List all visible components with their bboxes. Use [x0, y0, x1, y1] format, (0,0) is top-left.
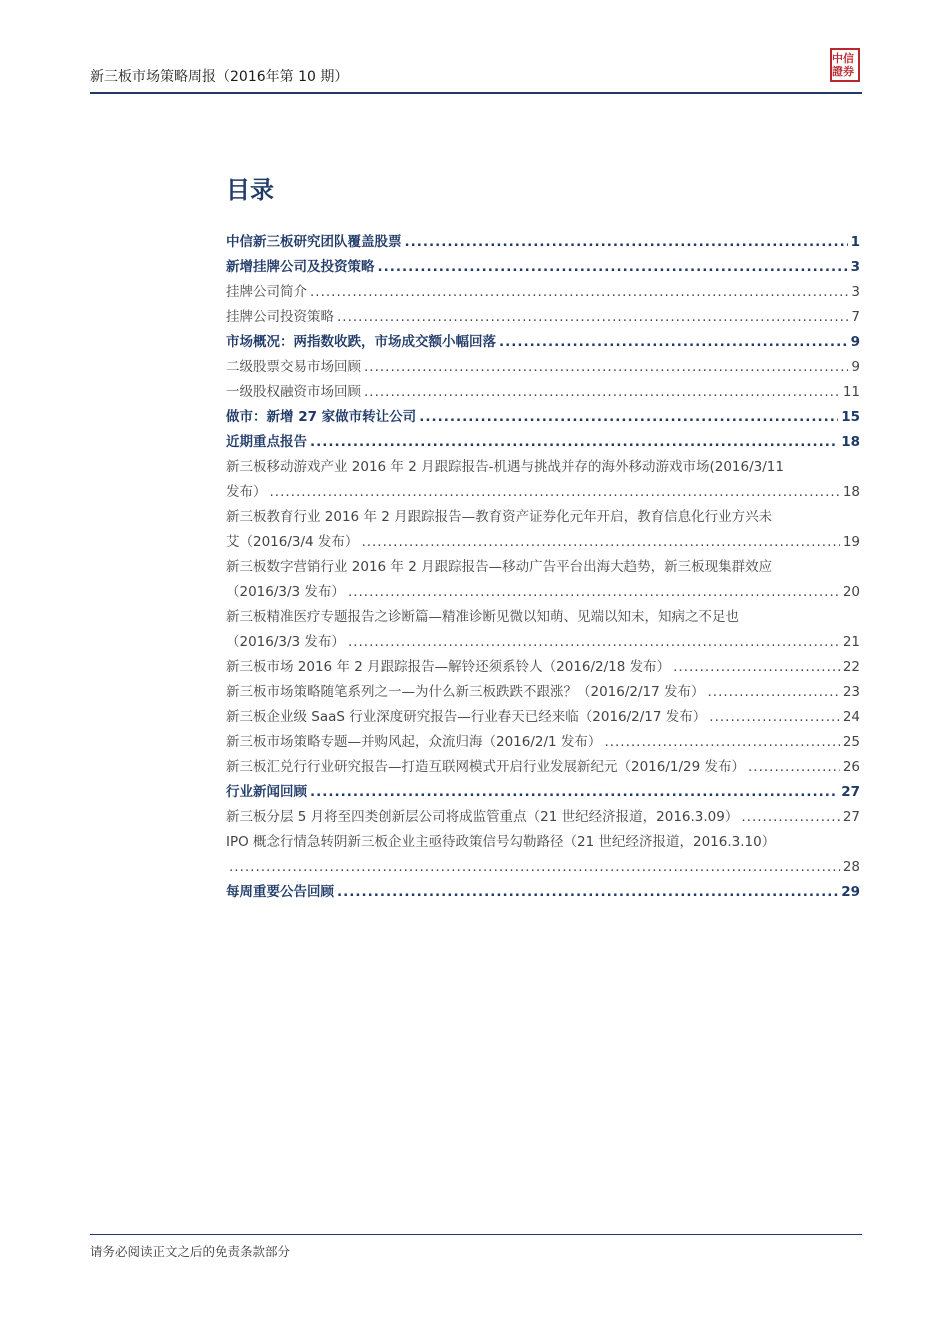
toc-leader-dots	[673, 655, 840, 680]
toc-entry-page: 22	[842, 659, 860, 675]
toc-entry-page: 9	[851, 359, 860, 375]
toc-entry[interactable]	[226, 880, 860, 905]
toc-entry[interactable]	[226, 305, 860, 330]
toc-entry-title: （2016/3/3 发布）	[226, 634, 345, 650]
toc-entry-title: 行业新闻回顾	[226, 784, 307, 800]
toc-entry-title: 挂牌公司简介	[226, 284, 307, 300]
toc-leader-dots	[709, 705, 840, 730]
toc-leader-dots	[405, 230, 848, 255]
toc-entry[interactable]	[226, 505, 860, 555]
toc-entry-title: 二级股票交易市场回顾	[226, 359, 361, 375]
toc-entry[interactable]	[226, 755, 860, 780]
toc-entry-title-line1: 新三板精准医疗专题报告之诊断篇—精准诊断见微以知萌、见端以知末，知病之不足也	[226, 609, 739, 625]
toc-entry-page: 1	[850, 234, 860, 250]
toc-entry[interactable]	[226, 355, 860, 380]
table-of-contents	[226, 230, 860, 905]
toc-entry[interactable]	[226, 280, 860, 305]
toc-entry-title: 新三板企业级 SaaS 行业深度研究报告—行业春天已经来临（2016/2/17 发布）	[226, 709, 707, 725]
toc-entry-title: 新增挂牌公司及投资策略	[226, 259, 375, 275]
toc-leader-dots	[499, 330, 848, 355]
toc-leader-dots	[604, 730, 839, 755]
toc-entry-page: 28	[842, 859, 860, 875]
toc-entry[interactable]	[226, 680, 860, 705]
toc-heading: 目录	[226, 176, 274, 204]
toc-leader-dots	[364, 355, 848, 380]
toc-entry[interactable]	[226, 430, 860, 455]
toc-entry-title: 新三板市场 2016 年 2 月跟踪报告—解铃还须系铃人（2016/2/18 发布）	[226, 659, 671, 675]
toc-entry[interactable]	[226, 380, 860, 405]
toc-entry-title-line1: 新三板教育行业 2016 年 2 月跟踪报告—教育资产证券化元年开启，教育信息化行业方兴未	[226, 509, 773, 525]
header-divider	[90, 92, 862, 94]
toc-leader-dots	[310, 430, 838, 455]
toc-entry[interactable]	[226, 830, 860, 880]
footer-divider	[90, 1234, 862, 1235]
toc-entry[interactable]	[226, 805, 860, 830]
toc-entry-page: 27	[842, 809, 860, 825]
toc-entry-title: 艾（2016/3/4 发布）	[226, 534, 359, 550]
toc-entry-title: 中信新三板研究团队覆盖股票	[226, 234, 402, 250]
toc-entry-title: 新三板市场策略专题—并购风起，众流归海（2016/2/1 发布）	[226, 734, 602, 750]
toc-entry-page: 18	[842, 484, 860, 500]
toc-entry-title: 近期重点报告	[226, 434, 307, 450]
toc-leader-dots	[741, 805, 839, 830]
toc-entry-title-line1: 新三板移动游戏产业 2016 年 2 月跟踪报告-机遇与挑战并存的海外移动游戏市场(2016/3/11	[226, 459, 784, 475]
toc-leader-dots	[378, 255, 848, 280]
toc-entry-page: 26	[842, 759, 860, 775]
toc-leader-dots	[361, 530, 839, 555]
toc-entry-page: 23	[842, 684, 860, 700]
toc-leader-dots	[348, 580, 840, 605]
toc-entry-title: 市场概况：两指数收跌，市场成交额小幅回落	[226, 334, 496, 350]
toc-leader-dots	[337, 880, 838, 905]
toc-entry-page: 27	[841, 784, 860, 800]
toc-entry[interactable]	[226, 705, 860, 730]
toc-leader-dots	[310, 780, 838, 805]
header-title: 新三板市场策略周报（2016年第 10 期）	[90, 69, 349, 85]
toc-entry-title: （2016/3/3 发布）	[226, 584, 345, 600]
toc-entry-page: 7	[851, 309, 860, 325]
toc-leader-dots	[348, 630, 840, 655]
toc-entry-title: 发布）	[226, 484, 267, 500]
toc-entry[interactable]	[226, 230, 860, 255]
toc-entry-page: 3	[851, 284, 860, 300]
toc-entry-title: 每周重要公告回顾	[226, 884, 334, 900]
toc-leader-dots	[748, 755, 840, 780]
toc-entry-title-line1: 新三板数字营销行业 2016 年 2 月跟踪报告—移动广告平台出海大趋势，新三板现集群效应	[226, 559, 773, 575]
toc-entry-title: 新三板市场策略随笔系列之一—为什么新三板跌跌不跟涨？（2016/2/17 发布）	[226, 684, 705, 700]
toc-entry-page: 11	[842, 384, 860, 400]
toc-leader-dots	[708, 680, 840, 705]
page-header	[90, 52, 860, 90]
toc-entry[interactable]	[226, 780, 860, 805]
toc-leader-dots	[310, 280, 848, 305]
toc-entry-page: 20	[842, 584, 860, 600]
toc-leader-dots	[229, 855, 840, 880]
toc-entry-title: 挂牌公司投资策略	[226, 309, 334, 325]
toc-entry-title: 新三板分层 5 月将至四类创新层公司将成监管重点（21 世纪经济报道，2016.3.09）	[226, 809, 739, 825]
toc-entry-page: 3	[850, 259, 860, 275]
toc-entry[interactable]	[226, 405, 860, 430]
toc-entry-title: 一级股权融资市场回顾	[226, 384, 361, 400]
toc-entry[interactable]	[226, 555, 860, 605]
toc-entry[interactable]	[226, 605, 860, 655]
toc-entry-page: 25	[842, 734, 860, 750]
toc-entry-title: 新三板汇兑行行业研究报告—打造互联网模式开启行业发展新纪元（2016/1/29 发布）	[226, 759, 746, 775]
toc-entry-page: 18	[841, 434, 860, 450]
toc-entry[interactable]	[226, 655, 860, 680]
toc-entry-title-line1: IPO 概念行情急转阴新三板企业主亟待政策信号勾勒路径（21 世纪经济报道，2016.3.10）	[226, 834, 776, 850]
toc-entry-page: 9	[850, 334, 860, 350]
toc-leader-dots	[364, 380, 840, 405]
toc-entry-page: 24	[842, 709, 860, 725]
toc-entry-page: 19	[842, 534, 860, 550]
toc-leader-dots	[270, 480, 840, 505]
toc-entry-page: 21	[842, 634, 860, 650]
toc-entry[interactable]	[226, 730, 860, 755]
toc-entry[interactable]	[226, 455, 860, 505]
footer-disclaimer: 请务必阅读正文之后的免责条款部分	[90, 1244, 291, 1259]
toc-entry[interactable]	[226, 330, 860, 355]
toc-entry-page: 15	[841, 409, 860, 425]
toc-entry[interactable]	[226, 255, 860, 280]
toc-leader-dots	[419, 405, 838, 430]
toc-leader-dots	[337, 305, 848, 330]
citic-securities-logo: 中信證券	[830, 48, 860, 82]
toc-entry-title: 做市：新增 27 家做市转让公司	[226, 409, 417, 425]
toc-entry-page: 29	[841, 884, 860, 900]
